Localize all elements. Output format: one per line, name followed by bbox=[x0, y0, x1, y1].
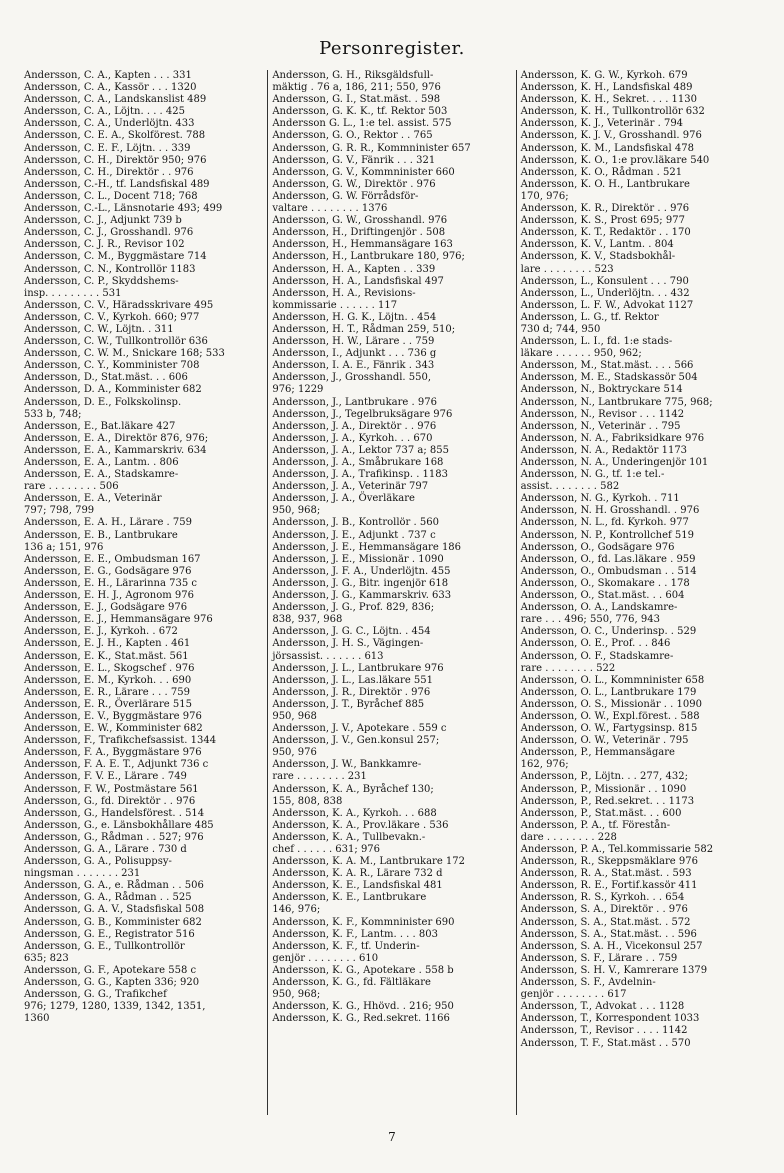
register-entry: 146, 976; bbox=[272, 904, 321, 916]
register-entry: Andersson, K. G., Apotekare . 558 b bbox=[272, 964, 454, 976]
register-entry: Andersson, G., e. Länsbokhållare 485 bbox=[24, 819, 214, 831]
register-entry: Andersson, K. A. R., Lärare 732 d bbox=[272, 868, 443, 880]
register-entry: Andersson, K. A. M., Lantbrukare 172 bbox=[272, 856, 466, 868]
register-entry: Andersson, P., Löjtn. . . 277, 432; bbox=[520, 771, 688, 783]
register-entry: Andersson, S. A. H., Vicekonsul 257 bbox=[520, 940, 703, 952]
register-entry: 976; 1229 bbox=[272, 384, 324, 396]
register-entry: Andersson, O. C., Underinsp. . 529 bbox=[520, 626, 697, 638]
register-entry: Andersson, E. G., Godsägare 976 bbox=[24, 565, 192, 577]
register-entry: Andersson, G. O., Rektor . . 765 bbox=[272, 130, 433, 142]
register-entry: Andersson, C. W. M., Snickare 168; 533 bbox=[24, 348, 225, 360]
register-entry: Andersson, G., Handelsförest. . 514 bbox=[24, 807, 205, 819]
register-entry: Andersson, E. R., Överlärare 515 bbox=[24, 698, 192, 710]
register-entry: Andersson, K. H., Sekret. . . . 1130 bbox=[520, 94, 698, 106]
register-entry: Andersson, J., Lantbrukare . 976 bbox=[272, 396, 437, 408]
register-entry: Andersson, R. A., Stat.mäst. . 593 bbox=[520, 868, 692, 880]
register-entry: Andersson, E., Bat.läkare 427 bbox=[24, 420, 176, 432]
register-entry: Andersson, J. H. S., Vägingen- bbox=[272, 638, 424, 650]
register-entry: dare . . . . . . . . 228 bbox=[520, 831, 617, 843]
register-entry: valtare . . . . . . . . 1376 bbox=[272, 203, 388, 215]
register-entry: Andersson, F. V. E., Lärare . 749 bbox=[24, 771, 187, 783]
register-entry: 950, 968; bbox=[272, 989, 321, 1001]
register-entry: Andersson, N. A., Underingenjör 101 bbox=[520, 457, 709, 468]
register-entry: Andersson, C. L., Docent 718; 768 bbox=[24, 190, 198, 202]
register-entry: 162, 976; bbox=[520, 759, 569, 771]
register-entry: Andersson, E. R., Lärare . . . 759 bbox=[24, 686, 190, 698]
register-entry: Andersson, D., Stat.mäst. . . 606 bbox=[24, 372, 188, 384]
register-entry: Andersson, H. A., Revisions- bbox=[272, 287, 416, 299]
register-entry: Andersson, O., Skomakare . . 178 bbox=[520, 577, 690, 589]
register-entry: Andersson, O. W., Veterinär . 795 bbox=[520, 735, 689, 747]
register-entry: Andersson, G. A. V., Stadsfiskal 508 bbox=[24, 904, 205, 916]
register-entry: Andersson, O. F., Stadskamre- bbox=[520, 650, 674, 662]
register-entry: Andersson, G. R. R., Kommninister 657 bbox=[272, 142, 471, 154]
register-entry: Andersson, G. I., Stat.mäst. . 598 bbox=[272, 94, 441, 106]
register-entry: Andersson, L. G., tf. Rektor bbox=[520, 311, 659, 323]
register-entry: Andersson, G., Rådman . . 527; 976 bbox=[24, 831, 204, 843]
register-entry: Andersson, J. E., Adjunkt . 737 c bbox=[272, 529, 436, 541]
register-entry: Andersson, C.-H., tf. Landsfiskal 489 bbox=[24, 178, 210, 190]
register-entry: Andersson, K. M., Landsfiskal 478 bbox=[520, 142, 694, 154]
register-entry: Andersson, E. A., Stadskamre- bbox=[24, 469, 179, 481]
register-entry: Andersson, E. B., Lantbrukare bbox=[24, 529, 178, 541]
register-entry: Andersson, L. F. W., Advokat 1127 bbox=[520, 299, 694, 311]
register-entry: Andersson, G. A., Rådman . . 525 bbox=[24, 892, 192, 904]
register-entry: Andersson, C. A., Underlöjtn. 433 bbox=[24, 118, 195, 130]
register-entry: Andersson, N., Veterinär . . 795 bbox=[520, 420, 681, 432]
register-entry: Andersson, J. A., Kyrkoh. . . 670 bbox=[272, 432, 433, 444]
register-entry: Andersson, J. A., Veterinär 797 bbox=[272, 481, 429, 493]
register-entry: Andersson, J. A., Småbrukare 168 bbox=[272, 457, 444, 468]
register-entry: ningsman . . . . . . . 231 bbox=[24, 868, 141, 880]
register-entry: 1360 bbox=[24, 1013, 50, 1025]
register-entry: Andersson, K. R., Direktör . . 976 bbox=[520, 203, 690, 215]
register-entry: 635; 823 bbox=[24, 952, 69, 964]
register-entry: Andersson, D. E., Folkskolinsp. bbox=[24, 396, 182, 408]
register-entry: Andersson, C. Y., Komminister 708 bbox=[24, 360, 200, 372]
register-entry: Andersson, O. A., Landskamre- bbox=[520, 602, 678, 614]
register-entry: Andersson, J. G., Bitr. ingenjör 618 bbox=[272, 577, 449, 589]
register-entry: Andersson, G. V., Kommninister 660 bbox=[272, 166, 455, 178]
register-entry: Andersson, K. G. W., Kyrkoh. 679 bbox=[520, 70, 688, 81]
register-entry: Andersson, J. E., Missionär . 1090 bbox=[272, 553, 444, 565]
register-entry: Andersson, T. F., Stat.mäst . . 570 bbox=[520, 1037, 691, 1049]
register-entry: Andersson, C. A., Kassör . . . 1320 bbox=[24, 82, 197, 94]
register-entry: Andersson, J. G., Prof. 829, 836; bbox=[272, 602, 435, 614]
register-entry: Andersson, N., Revisor . . . 1142 bbox=[520, 408, 685, 420]
register-entry: 976; 1279, 1280, 1339, 1342, 1351, bbox=[24, 1001, 206, 1013]
register-entry: Andersson, I., Adjunkt . . . 736 g bbox=[272, 348, 437, 360]
register-entry: 136 a; 151, 976 bbox=[24, 541, 104, 553]
register-entry: Andersson, I. A. E., Fänrik . 343 bbox=[272, 360, 435, 372]
register-entry: rare . . . . . . . . 522 bbox=[520, 662, 616, 674]
register-entry: Andersson, G., fd. Direktör . . 976 bbox=[24, 795, 196, 807]
register-entry: Andersson, N. G., tf. 1:e tel.- bbox=[520, 469, 665, 481]
register-entry: Andersson, P. A., Tel.kommissarie 582 bbox=[520, 844, 714, 855]
register-entry: Andersson, E. H., Lärarinna 735 c bbox=[24, 577, 197, 589]
register-entry: Andersson, C. P., Skyddshems- bbox=[24, 275, 179, 287]
register-columns bbox=[20, 70, 764, 1115]
register-entry: Andersson, J. G. C., Löjtn. . 454 bbox=[272, 626, 431, 638]
register-entry: Andersson, J., Tegelbruksägare 976 bbox=[272, 408, 453, 420]
register-entry: Andersson, M., Stat.mäst. . . . 566 bbox=[520, 360, 694, 372]
register-entry: Andersson, O., fd. Las.läkare . 959 bbox=[520, 553, 696, 565]
register-entry: 170, 976; bbox=[520, 190, 569, 202]
register-entry: 950, 976 bbox=[272, 747, 317, 759]
register-entry: 950, 968 bbox=[272, 710, 317, 722]
register-entry: Andersson, N. L., fd. Kyrkoh. 977 bbox=[520, 517, 689, 529]
register-entry: Andersson, L. I., fd. 1:e stads- bbox=[520, 336, 673, 348]
register-entry: Andersson, O., Godsägare 976 bbox=[520, 541, 675, 553]
register-entry: Andersson, K. A., Tullbevakn.- bbox=[272, 831, 426, 843]
register-entry: Andersson, O., Ombudsman . . 514 bbox=[520, 565, 697, 577]
register-entry: Andersson, J. L., Lantbrukare 976 bbox=[272, 662, 444, 674]
register-entry: Andersson, G. F., Apotekare 558 c bbox=[24, 964, 197, 976]
register-entry: Andersson, N., Lantbrukare 775, 968; bbox=[520, 396, 713, 408]
register-entry: Andersson, C. A., Landskanslist 489 bbox=[24, 94, 207, 106]
register-entry: Andersson, N. A., Redaktör 1173 bbox=[520, 444, 688, 456]
register-entry: Andersson, K. G., fd. Fältläkare bbox=[272, 977, 431, 989]
register-entry: Andersson, G. V., Fänrik . . . 321 bbox=[272, 154, 436, 166]
register-entry: 533 b, 748; bbox=[24, 408, 82, 420]
register-entry: Andersson, L., Underlöjtn. . . 432 bbox=[520, 287, 690, 299]
register-entry: Andersson, C. W., Löjtn. . 311 bbox=[24, 323, 174, 335]
register-entry: kommissarie . . . . . . 117 bbox=[272, 299, 398, 311]
register-entry: Andersson, G. W., Direktör . 976 bbox=[272, 178, 436, 190]
register-entry: Andersson, G. E., Tullkontrollör bbox=[24, 940, 185, 952]
register-entry: Andersson, E. A., Veterinär bbox=[24, 493, 162, 505]
register-entry: Andersson, G. E., Registrator 516 bbox=[24, 928, 195, 940]
register-entry: Andersson, D. A., Komminister 682 bbox=[24, 384, 202, 396]
register-entry: assist. . . . . . . . 582 bbox=[520, 481, 620, 493]
register-entry: Andersson, T., Advokat . . . 1128 bbox=[520, 1001, 685, 1013]
register-entry: Andersson, F., Trafikchefsassist. 1344 bbox=[24, 735, 217, 747]
register-entry: Andersson, N. G., Kyrkoh. . 711 bbox=[520, 493, 680, 505]
register-entry: Andersson, J. R., Direktör . 976 bbox=[272, 686, 431, 698]
register-entry: Andersson, E. A., Lantm. . 806 bbox=[24, 457, 179, 468]
register-entry: Andersson, K. T., Redaktör . . 170 bbox=[520, 227, 691, 239]
register-entry: Andersson, F. A., Byggmästare 976 bbox=[24, 747, 202, 759]
register-entry: Andersson, C. W., Tullkontrollör 636 bbox=[24, 336, 208, 348]
register-entry: Andersson, K. E., Lantbrukare bbox=[272, 892, 427, 904]
register-entry: Andersson, E. E., Ombudsman 167 bbox=[24, 553, 201, 565]
register-entry: Andersson, J. A., Lektor 737 a; 855 bbox=[272, 444, 449, 456]
register-entry: Andersson, R. E., Fortif.kassör 411 bbox=[520, 880, 698, 892]
register-entry: Andersson, C. M., Byggmästare 714 bbox=[24, 251, 207, 263]
register-entry: Andersson, O. L., Kommninister 658 bbox=[520, 674, 705, 686]
register-entry: Andersson, C. A., Kapten . . . 331 bbox=[24, 70, 192, 81]
register-entry: Andersson, E. W., Komminister 682 bbox=[24, 723, 203, 735]
register-entry: Andersson, K. O., Rådman . 521 bbox=[520, 166, 683, 178]
register-entry: Andersson, K. A., Byråchef 130; bbox=[272, 783, 434, 795]
register-entry: Andersson, C. E. F., Löjtn. . . 339 bbox=[24, 142, 191, 154]
register-entry: Andersson, K. H., Tullkontrollör 632 bbox=[520, 106, 705, 118]
register-entry: Andersson, G. K. K., tf. Rektor 503 bbox=[272, 106, 448, 118]
register-entry: Andersson, E. A., Kammarskriv. 634 bbox=[24, 444, 207, 456]
register-entry: 730 d; 744, 950 bbox=[520, 323, 601, 335]
register-entry: insp. . . . . . . . . 531 bbox=[24, 287, 122, 299]
register-entry: Andersson, E. J., Hemmansägare 976 bbox=[24, 614, 213, 626]
register-entry: 797; 798, 799 bbox=[24, 505, 95, 517]
register-entry: Andersson, J. V., Gen.konsul 257; bbox=[272, 735, 440, 747]
register-entry: Andersson, E. H. J., Agronom 976 bbox=[24, 590, 194, 602]
register-entry: Andersson, O. E., Prof. . . 846 bbox=[520, 638, 671, 650]
column-middle bbox=[267, 70, 515, 1115]
register-entry: Andersson, K. E., Landsfiskal 481 bbox=[272, 880, 443, 892]
register-entry: Andersson, E. A., Direktör 876, 976; bbox=[24, 432, 209, 444]
register-entry: Andersson, F. W., Postmästare 561 bbox=[24, 783, 199, 795]
register-entry: Andersson, O. S., Missionär . . 1090 bbox=[520, 698, 702, 710]
register-entry: Andersson, P., Hemmansägare bbox=[520, 747, 675, 759]
register-entry: Andersson, H., Lantbrukare 180, 976; bbox=[272, 251, 465, 263]
register-entry: Andersson, H. A., Kapten . . 339 bbox=[272, 263, 436, 275]
register-entry: genjör . . . . . . . . 610 bbox=[272, 952, 379, 964]
register-entry: Andersson, E. L., Skogschef . 976 bbox=[24, 662, 195, 674]
register-entry: Andersson, J. T., Byråchef 885 bbox=[272, 698, 425, 710]
register-entry: genjör . . . . . . . . 617 bbox=[520, 989, 627, 1001]
register-entry: Andersson, J. V., Apotekare . 559 c bbox=[272, 723, 447, 735]
register-entry: Andersson, S. F., Lärare . . 759 bbox=[520, 952, 678, 964]
register-entry: Andersson, C. J. R., Revisor 102 bbox=[24, 239, 185, 251]
register-entry: Andersson, N. P., Kontrollchef 519 bbox=[520, 529, 695, 541]
register-entry: Andersson, J. A., Direktör . . 976 bbox=[272, 420, 437, 432]
register-entry: Andersson, E. J., Kyrkoh. . 672 bbox=[24, 626, 178, 638]
register-entry: Andersson, T., Revisor . . . . 1142 bbox=[520, 1025, 688, 1037]
register-entry: Andersson, H. T., Rådman 259, 510; bbox=[272, 323, 456, 335]
register-entry: Andersson, K. O., 1:e prov.läkare 540 bbox=[520, 154, 710, 166]
register-entry: Andersson, C. H., Direktör . . 976 bbox=[24, 166, 194, 178]
register-entry: Andersson, C.-L., Länsnotarie 493; 499 bbox=[24, 203, 223, 215]
register-entry: Andersson, K. J. V., Grosshandl. 976 bbox=[520, 130, 702, 142]
register-entry: Andersson, H., Hemmansägare 163 bbox=[272, 239, 453, 251]
register-entry: Andersson, O. L., Lantbrukare 179 bbox=[520, 686, 697, 698]
register-entry: Andersson, H. A., Landsfiskal 497 bbox=[272, 275, 444, 287]
register-entry: Andersson, F. A. E. T., Adjunkt 736 c bbox=[24, 759, 209, 771]
register-entry: Andersson, G. A., e. Rådman . . 506 bbox=[24, 880, 204, 892]
register-entry: Andersson, J. W., Bankkamre- bbox=[272, 759, 422, 771]
register-entry: Andersson, P., Missionär . . 1090 bbox=[520, 783, 687, 795]
register-entry: Andersson, C. V., Häradsskrivare 495 bbox=[24, 299, 214, 311]
register-entry: Andersson, H. W., Lärare . . 759 bbox=[272, 336, 435, 348]
register-entry: Andersson, J. A., Överläkare bbox=[272, 493, 415, 505]
register-entry: Andersson, J. L., Las.läkare 551 bbox=[272, 674, 433, 686]
register-entry: Andersson, K. G., Red.sekret. 1166 bbox=[272, 1013, 450, 1025]
register-entry: Andersson, K. A., Kyrkoh. . . 688 bbox=[272, 807, 437, 819]
register-entry: Andersson, C. N., Kontrollör 1183 bbox=[24, 263, 196, 275]
register-entry: Andersson, H. G. K., Löjtn. . 454 bbox=[272, 311, 437, 323]
register-entry: Andersson, C. E. A., Skolförest. 788 bbox=[24, 130, 206, 142]
register-entry: Andersson, G. H., Riksgäldsfull- bbox=[272, 70, 434, 81]
register-entry: Andersson, H., Driftingenjör . 508 bbox=[272, 227, 446, 239]
register-entry: Andersson, O. W., Expl.förest. . 588 bbox=[520, 710, 700, 722]
register-entry: Andersson, C. A., Löjtn. . . . 425 bbox=[24, 106, 185, 118]
register-entry: jörsassist. . . . . . . 613 bbox=[272, 650, 384, 662]
register-entry: Andersson, G. G., Trafikchef bbox=[24, 989, 167, 1001]
register-entry: Andersson, K. O. H., Lantbrukare bbox=[520, 178, 690, 190]
register-entry: Andersson, C. H., Direktör 950; 976 bbox=[24, 154, 207, 166]
register-entry: Andersson, M. E., Stadskassör 504 bbox=[520, 372, 698, 384]
register-entry: Andersson, J. G., Kammarskriv. 633 bbox=[272, 590, 452, 602]
register-entry: mäktig . 76 a, 186, 211; 550, 976 bbox=[272, 82, 441, 94]
register-entry: Andersson, C. V., Kyrkoh. 660; 977 bbox=[24, 311, 200, 323]
register-entry: Andersson, S. A., Stat.mäst. . . 596 bbox=[520, 928, 697, 940]
register-entry: Andersson, E. A. H., Lärare . 759 bbox=[24, 517, 193, 529]
column-left bbox=[20, 70, 267, 1115]
register-entry: Andersson, K. F., Lantm. . . . 803 bbox=[272, 928, 438, 940]
register-entry: läkare . . . . . . 950, 962; bbox=[520, 348, 642, 360]
register-entry: Andersson, G. W. Förrådsför- bbox=[272, 190, 419, 202]
register-entry: Andersson, J. B., Kontrollör . 560 bbox=[272, 517, 439, 529]
register-entry: Andersson, T., Korrespondent 1033 bbox=[520, 1013, 700, 1025]
register-entry: Andersson, K. F., Kommninister 690 bbox=[272, 916, 455, 928]
register-entry: Andersson, K. F., tf. Underin- bbox=[272, 940, 420, 952]
register-entry: Andersson, J. E., Hemmansägare 186 bbox=[272, 541, 462, 553]
register-entry: Andersson, P., Stat.mäst. . . 600 bbox=[520, 807, 682, 819]
register-entry: 950, 968; bbox=[272, 505, 321, 517]
register-entry: Andersson, P., Red.sekret. . . 1173 bbox=[520, 795, 695, 807]
register-entry: Andersson, E. J., Godsägare 976 bbox=[24, 602, 188, 614]
register-entry: Andersson, R. S., Kyrkoh. . . 654 bbox=[520, 892, 685, 904]
register-entry: Andersson, G. G., Kapten 336; 920 bbox=[24, 977, 200, 989]
register-entry: Andersson, S. H. V., Kamrerare 1379 bbox=[520, 964, 708, 976]
register-entry: chef . . . . . . 631; 976 bbox=[272, 844, 381, 855]
register-entry: Andersson, K. V., Lantm. . 804 bbox=[520, 239, 674, 251]
register-entry: Andersson, J. A., Trafikinsp. . 1183 bbox=[272, 469, 448, 481]
register-entry: Andersson, G. B., Komminister 682 bbox=[24, 916, 202, 928]
register-entry: Andersson, N. A., Fabriksidkare 976 bbox=[520, 432, 705, 444]
register-entry: Andersson, E. V., Byggmästare 976 bbox=[24, 710, 202, 722]
register-entry: rare . . . . . . . . 231 bbox=[272, 771, 367, 783]
register-entry: 155, 808, 838 bbox=[272, 795, 343, 807]
register-entry: Andersson, G. W., Grosshandl. 976 bbox=[272, 215, 448, 227]
register-entry: Andersson, E. J. H., Kapten . 461 bbox=[24, 638, 191, 650]
register-entry: Andersson, S. F., Avdelnin- bbox=[520, 977, 656, 989]
register-entry: Andersson, K. J., Veterinär . 794 bbox=[520, 118, 684, 130]
register-entry: rare . . . . . . . . 506 bbox=[24, 481, 119, 493]
register-entry: Andersson, S. A., Direktör . . 976 bbox=[520, 904, 688, 916]
register-entry: Andersson, L., Konsulent . . . 790 bbox=[520, 275, 689, 287]
register-entry: Andersson, J., Grosshandl. 550, bbox=[272, 372, 432, 384]
register-entry: Andersson, K. G., Hhövd. . 216; 950 bbox=[272, 1001, 454, 1013]
register-entry: Andersson, O. W., Fartygsinsp. 815 bbox=[520, 723, 698, 735]
register-entry: Andersson, J. F. A., Underlöjtn. 455 bbox=[272, 565, 451, 577]
register-entry: Andersson, O., Stat.mäst. . . 604 bbox=[520, 590, 685, 602]
register-entry: Andersson, R., Skeppsmäklare 976 bbox=[520, 856, 698, 868]
register-entry: Andersson, K. A., Prov.läkare . 536 bbox=[272, 819, 449, 831]
register-entry: Andersson, N. H. Grosshandl. . 976 bbox=[520, 505, 700, 517]
page-number: 7 bbox=[388, 1130, 396, 1144]
register-entry: lare . . . . . . . . 523 bbox=[520, 263, 614, 275]
register-entry: Andersson, S. A., Stat.mäst. . 572 bbox=[520, 916, 691, 928]
register-entry: Andersson, K. H., Landsfiskal 489 bbox=[520, 82, 693, 94]
register-entry: Andersson, N., Boktryckare 514 bbox=[520, 384, 683, 396]
register-entry: Andersson, E. M., Kyrkoh. . . 690 bbox=[24, 674, 192, 686]
register-entry: Andersson, K. V., Stadsbokhål- bbox=[520, 251, 676, 263]
register-entry: Andersson, G. A., Lärare . 730 d bbox=[24, 844, 187, 855]
register-entry: rare . . . 496; 550, 776, 943 bbox=[520, 614, 660, 626]
page-title: Personregister. bbox=[319, 38, 465, 59]
register-entry: Andersson, K. S., Prost 695; 977 bbox=[520, 215, 685, 227]
register-entry: Andersson, G. A., Polisuppsy- bbox=[24, 856, 172, 868]
column-right bbox=[516, 70, 764, 1115]
register-entry: Andersson, P. A., tf. Förestån- bbox=[520, 819, 671, 831]
register-entry: Andersson, C. J., Grosshandl. 976 bbox=[24, 227, 194, 239]
register-entry: 838, 937, 968 bbox=[272, 614, 343, 626]
register-entry: Andersson, E. K., Stat.mäst. 561 bbox=[24, 650, 189, 662]
register-entry: Andersson, C. J., Adjunkt 739 b bbox=[24, 215, 182, 227]
register-entry: Andersson G. L., 1:e tel. assist. 575 bbox=[272, 118, 452, 130]
